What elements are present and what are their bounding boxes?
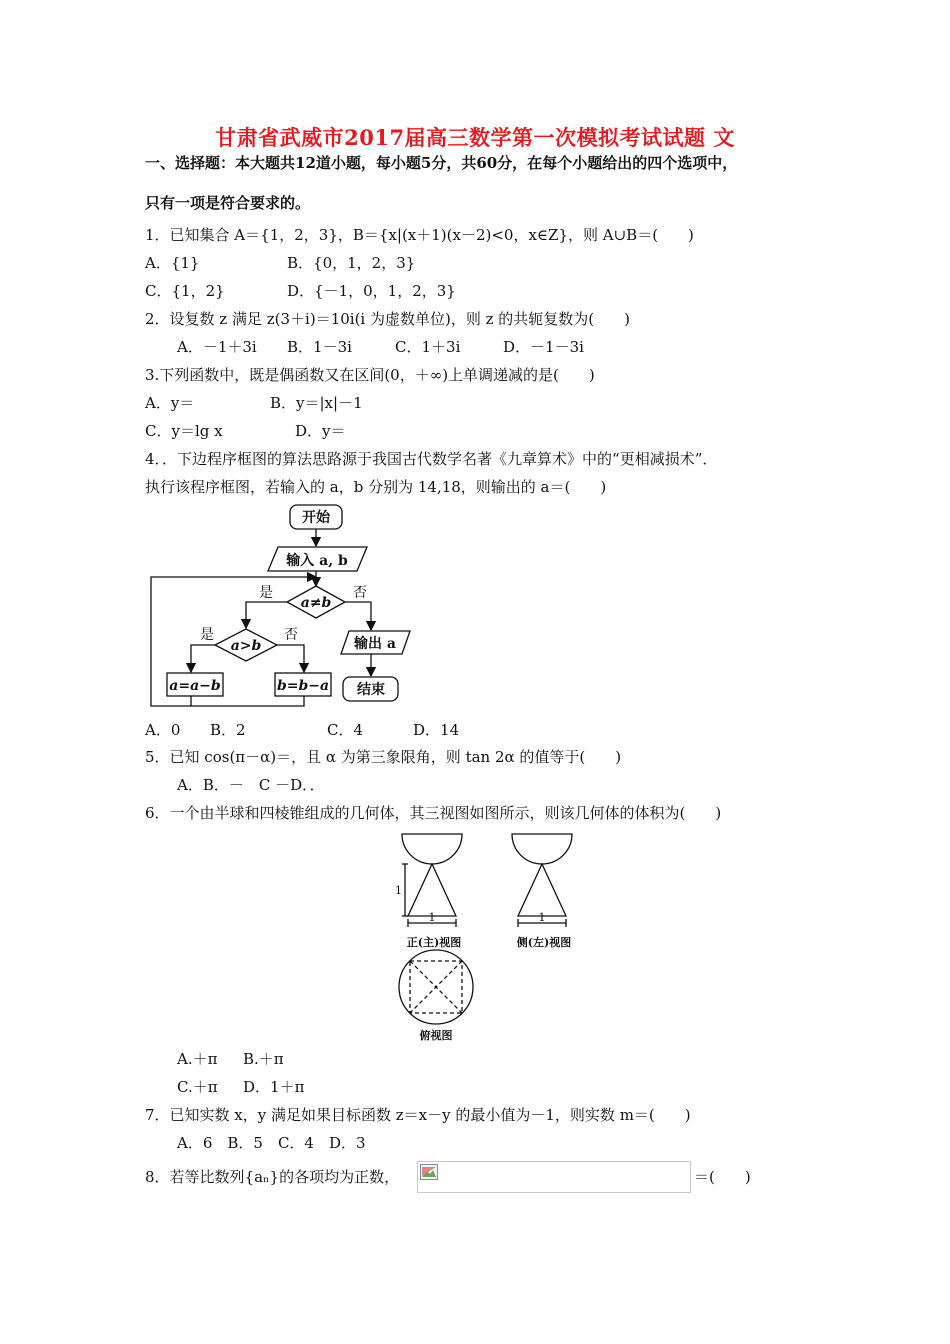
side-width-label: 1 [538, 911, 546, 924]
flow-start-label: 开始 [302, 510, 330, 526]
q1-option-a: A．{1} [145, 254, 200, 272]
q4-flowchart [145, 500, 425, 712]
section-instruction-1: 一、选择题：本大题共12道小题，每小题5分，共60分，在每个小题给出的四个选项中， [145, 154, 738, 172]
q2-stem: 2．设复数 z 满足 z(3＋i)＝10i(i 为虚数单位)，则 z 的共轭复数为( ) [145, 310, 630, 328]
q5-stem: 5．已知 cos(π－α)＝，且 α 为第三象限角，则 tan 2α 的值等于( ) [145, 748, 622, 766]
q4-stem-line2: 执行该程序框图，若输入的 a，b 分别为 14,18，则输出的 a＝( ) [145, 478, 607, 496]
q4-option-b: B．2 [210, 721, 246, 739]
flow-assign-b-label: b=b−a [276, 678, 330, 694]
front-pyramid [408, 864, 456, 916]
q8-missing-image [417, 1161, 691, 1193]
q6-stem: 6．一个由半球和四棱锥组成的几何体，其三视图如图所示，则该几何体的体积为( ) [145, 804, 722, 822]
q8-tail: ＝( ) [694, 1168, 751, 1186]
q3-option-c: C．y＝lg x [145, 422, 223, 440]
side-pyramid [518, 864, 566, 916]
section-instruction-2: 只有一项是符合要求的。 [145, 194, 311, 212]
exam-title: 甘肃省武威市2017届高三数学第一次模拟考试试题 文 [215, 125, 735, 150]
front-hemisphere [402, 834, 462, 864]
q4-option-a: A．0 [145, 721, 181, 739]
q6-option-d: D．1＋π [243, 1078, 305, 1096]
q8-stem: 8．若等比数列{aₙ}的各项均为正数， [145, 1168, 400, 1186]
q3-option-d: D．y＝ [295, 422, 346, 440]
flow-input-label: 输入 a, b [286, 553, 348, 569]
q4-stem-line1: 4．．下边程序框图的算法思路源于我国古代数学名著《九章算术》中的“更相减损术”． [145, 450, 718, 468]
top-view-caption: 俯视图 [419, 1029, 453, 1042]
q3-option-a: A．y＝ [145, 394, 195, 412]
q6-option-b: B.＋π [243, 1050, 284, 1068]
flow-yes-label-1: 是 [259, 585, 273, 601]
q3-option-b: B．y＝|x|－1 [270, 394, 363, 412]
q6-three-views [390, 830, 600, 1045]
flow-no-label-1: 否 [353, 585, 367, 601]
q7-stem: 7．已知实数 x，y 满足如果目标函数 z＝x－y 的最小值为－1，则实数 m＝( ) [145, 1106, 691, 1124]
flow-yes-label-2: 是 [200, 627, 214, 643]
q1-option-d: D．{－1，0，1，2，3} [287, 282, 456, 300]
front-view-caption: 正(主)视图 [406, 936, 462, 949]
q2-option-b: B．1－3i [287, 338, 352, 356]
front-height-label: 1 [395, 884, 402, 897]
q2-option-a: A．－1＋3i [177, 338, 257, 356]
q1-option-b: B．{0，1，2，3} [287, 254, 416, 272]
flow-cond2-label: a>b [230, 638, 262, 654]
q4-option-d: D．14 [413, 721, 460, 739]
flow-output-label: 输出 a [354, 636, 396, 652]
side-hemisphere [512, 834, 572, 864]
flow-no-label-2: 否 [284, 627, 298, 643]
flow-cond1-label: a≠b [300, 595, 332, 611]
q1-option-c: C．{1，2} [145, 282, 225, 300]
q7-options: A．6 B．5 C．4 D．3 [177, 1134, 366, 1152]
broken-image-icon [420, 1164, 438, 1180]
q3-stem: 3.下列函数中，既是偶函数又在区间(0，＋∞)上单调递减的是( ) [145, 366, 595, 384]
q5-options: A．B．－ C －D．． [177, 776, 325, 794]
flow-end-label: 结束 [357, 682, 385, 698]
front-width-label: 1 [428, 911, 436, 924]
flow-assign-a-label: a=a−b [169, 678, 221, 694]
q6-option-c: C.＋π [177, 1078, 218, 1096]
q2-option-d: D．－1－3i [503, 338, 584, 356]
q6-option-a: A.＋π [177, 1050, 218, 1068]
side-view-caption: 侧(左)视图 [516, 936, 572, 949]
q4-option-c: C．4 [327, 721, 364, 739]
q2-option-c: C．1＋3i [395, 338, 461, 356]
q1-stem: 1．已知集合 A＝{1，2，3}，B＝{x|(x＋1)(x－2)<0，x∈Z}，则 A∪B＝( ) [145, 226, 694, 244]
